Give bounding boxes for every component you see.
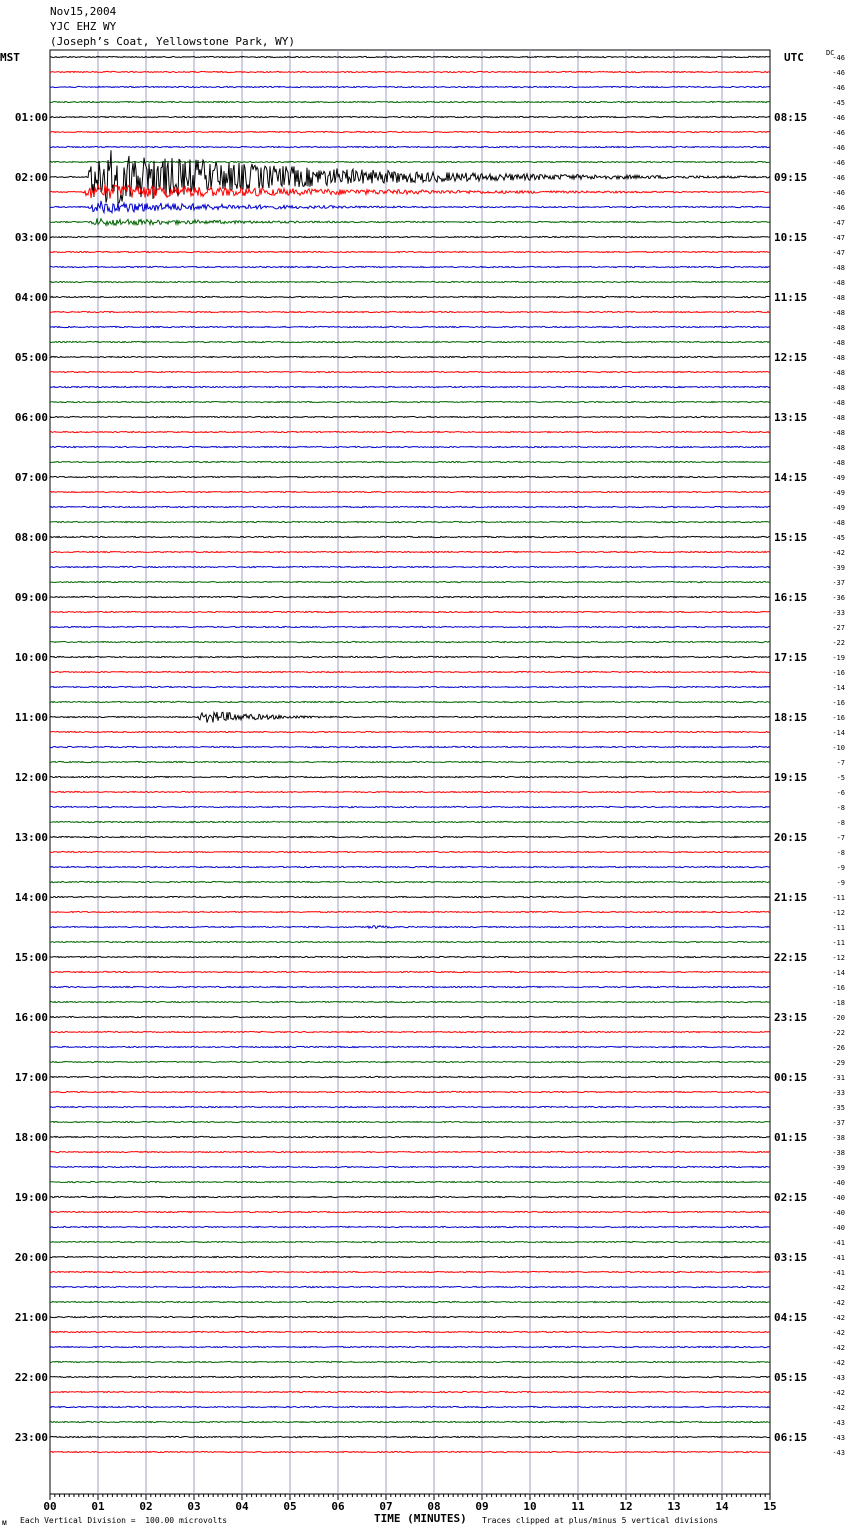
x-tick-label: 10 (523, 1500, 537, 1513)
trace-line (50, 1451, 770, 1452)
dc-offset-value: -11 (832, 939, 845, 947)
trace-line (50, 1061, 770, 1062)
dc-offset-value: -42 (832, 549, 845, 557)
utc-hour-label: 13:15 (774, 411, 808, 424)
mst-hour-label: 06:00 (14, 411, 48, 424)
dc-offset-value: -5 (836, 774, 845, 782)
trace-line (50, 566, 770, 567)
trace-line (50, 1391, 770, 1392)
trace-line (50, 1016, 770, 1017)
utc-hour-label: 02:15 (774, 1191, 808, 1204)
utc-hour-label: 05:15 (774, 1371, 808, 1384)
x-tick-label: 11 (571, 1500, 585, 1513)
location-label: (Joseph’s Coat, Yellowstone Park, WY) (50, 35, 296, 48)
utc-hour-label: 19:15 (774, 771, 808, 784)
trace-line (50, 1091, 770, 1092)
trace-line (50, 401, 770, 402)
trace-line (50, 1346, 770, 1347)
scale-text: Each Vertical Division = 100.00 microvolts (20, 1516, 228, 1525)
trace-line (50, 218, 770, 225)
trace-line (50, 201, 770, 213)
dc-offset-value: -7 (836, 759, 845, 767)
trace-line (50, 551, 770, 552)
dc-offset-value: -46 (832, 54, 845, 62)
dc-offset-value: -40 (832, 1224, 845, 1232)
trace-line (50, 1031, 770, 1032)
trace-line (50, 101, 770, 102)
utc-hour-label: 22:15 (774, 951, 808, 964)
trace-line (50, 761, 770, 762)
mst-hour-label: 20:00 (14, 1251, 48, 1264)
trace-line (50, 1361, 770, 1362)
dc-offset-value: -42 (832, 1389, 845, 1397)
trace-line (50, 1301, 770, 1302)
trace-line (50, 491, 770, 492)
mst-hour-label: 23:00 (14, 1431, 48, 1444)
mst-hour-label: 04:00 (14, 291, 48, 304)
dc-offset-value: -48 (832, 309, 845, 317)
dc-offset-value: -26 (832, 1044, 845, 1052)
trace-line (50, 746, 770, 747)
station-label: YJC EHZ WY (50, 20, 117, 33)
trace-line (50, 521, 770, 522)
utc-hour-label: 08:15 (774, 111, 808, 124)
utc-hour-label: 21:15 (774, 891, 808, 904)
dc-offset-value: -46 (832, 159, 845, 167)
dc-offset-value: -48 (832, 354, 845, 362)
mst-hour-label: 16:00 (14, 1011, 48, 1024)
trace-line (50, 386, 770, 387)
utc-hour-label: 15:15 (774, 531, 808, 544)
trace-line (50, 311, 770, 312)
dc-offset-value: -48 (832, 279, 845, 287)
dc-offset-value: -39 (832, 564, 845, 572)
trace-line (50, 986, 770, 987)
dc-offset-value: -46 (832, 189, 845, 197)
utc-hour-label: 14:15 (774, 471, 808, 484)
dc-offset-value: -33 (832, 609, 845, 617)
dc-offset-value: -49 (832, 504, 845, 512)
trace-line (50, 956, 770, 957)
trace-line (50, 701, 770, 702)
dc-offset-value: -27 (832, 624, 845, 632)
dc-offset-value: -43 (832, 1419, 845, 1427)
trace-line (50, 1226, 770, 1227)
mst-hour-label: 14:00 (14, 891, 48, 904)
date-label: Nov15,2004 (50, 5, 117, 18)
dc-offset-value: -45 (832, 99, 845, 107)
mst-hour-label: 22:00 (14, 1371, 48, 1384)
seismic-traces (50, 56, 770, 1452)
dc-offset-value: -48 (832, 324, 845, 332)
mst-hour-label: 15:00 (14, 951, 48, 964)
dc-offset-value: -16 (832, 714, 845, 722)
dc-offset-value: -46 (832, 129, 845, 137)
dc-offset-value: -48 (832, 444, 845, 452)
dc-offset-value: -40 (832, 1209, 845, 1217)
dc-offset-value: -39 (832, 1164, 845, 1172)
dc-offset-value: -8 (836, 804, 845, 812)
dc-offset-value: -43 (832, 1449, 845, 1457)
trace-line (50, 146, 770, 147)
trace-line (50, 356, 770, 357)
dc-offset-value: -42 (832, 1284, 845, 1292)
trace-line (50, 821, 770, 822)
dc-offset-value: -49 (832, 489, 845, 497)
mst-label: MST (0, 51, 20, 64)
dc-offset-value: -6 (836, 789, 845, 797)
utc-hour-label: 03:15 (774, 1251, 808, 1264)
trace-line (50, 1436, 770, 1437)
dc-offset-value: -43 (832, 1374, 845, 1382)
trace-line (50, 671, 770, 672)
dc-offset-value: -14 (832, 684, 845, 692)
x-tick-label: 13 (667, 1500, 681, 1513)
trace-line (50, 1211, 770, 1212)
utc-label: UTC (784, 51, 804, 64)
x-tick-label: 01 (91, 1500, 105, 1513)
x-tick-label: 08 (427, 1500, 441, 1513)
dc-offset-value: -46 (832, 69, 845, 77)
dc-offset-value: -8 (836, 849, 845, 857)
mst-hour-label: 05:00 (14, 351, 48, 364)
dc-offset-value: -22 (832, 639, 845, 647)
trace-line (50, 776, 770, 777)
trace-line (50, 116, 770, 117)
trace-line (50, 1076, 770, 1077)
trace-line (50, 1316, 770, 1317)
x-tick-label: 03 (187, 1500, 201, 1513)
utc-hour-label: 23:15 (774, 1011, 808, 1024)
mst-hour-label: 11:00 (14, 711, 48, 724)
trace-line (50, 251, 770, 252)
x-axis-ticks (43, 1494, 776, 1513)
utc-hour-label: 17:15 (774, 651, 808, 664)
dc-offset-value: -42 (832, 1299, 845, 1307)
x-axis-title: TIME (MINUTES) (374, 1512, 467, 1525)
trace-line (50, 1286, 770, 1287)
mst-hour-label: 18:00 (14, 1131, 48, 1144)
dc-offset-value: -42 (832, 1404, 845, 1412)
trace-line (50, 1166, 770, 1167)
x-tick-label: 04 (235, 1500, 249, 1513)
trace-line (50, 236, 770, 237)
trace-line (50, 971, 770, 972)
trace-line (50, 712, 770, 723)
dc-offset-value: -48 (832, 519, 845, 527)
scale-mark: ᴍ (2, 1518, 7, 1527)
dc-offset-value: -48 (832, 429, 845, 437)
mst-hour-label: 07:00 (14, 471, 48, 484)
dc-offset-value: -42 (832, 1329, 845, 1337)
trace-line (50, 461, 770, 462)
utc-hour-label: 06:15 (774, 1431, 808, 1444)
mst-hour-label: 01:00 (14, 111, 48, 124)
dc-offset-value: -43 (832, 1434, 845, 1442)
dc-offset-labels (832, 54, 845, 1457)
dc-offset-value: -47 (832, 234, 845, 242)
trace-line (50, 1151, 770, 1152)
x-tick-label: 09 (475, 1500, 489, 1513)
dc-offset-value: -10 (832, 744, 845, 752)
trace-line (50, 431, 770, 432)
trace-line (50, 851, 770, 852)
dc-offset-value: -41 (832, 1239, 845, 1247)
dc-offset-value: -48 (832, 264, 845, 272)
utc-hour-label: 11:15 (774, 291, 808, 304)
mst-hour-label: 02:00 (14, 171, 48, 184)
trace-line (50, 341, 770, 342)
dc-offset-value: -37 (832, 579, 845, 587)
dc-offset-value: -20 (832, 1014, 845, 1022)
trace-line (50, 1376, 770, 1377)
trace-line (50, 656, 770, 657)
dc-offset-value: -45 (832, 534, 845, 542)
utc-hour-label: 09:15 (774, 171, 808, 184)
dc-offset-value: -46 (832, 114, 845, 122)
trace-line (50, 1121, 770, 1122)
dc-offset-value: -7 (836, 834, 845, 842)
dc-offset-value: -19 (832, 654, 845, 662)
mst-hour-label: 21:00 (14, 1311, 48, 1324)
x-tick-label: 15 (763, 1500, 777, 1513)
dc-offset-value: -48 (832, 294, 845, 302)
utc-hour-label: 00:15 (774, 1071, 808, 1084)
trace-line (50, 150, 770, 203)
trace-line (50, 1046, 770, 1047)
mst-hour-label: 08:00 (14, 531, 48, 544)
dc-offset-value: -41 (832, 1254, 845, 1262)
trace-line (50, 1181, 770, 1182)
trace-line (50, 1001, 770, 1002)
trace-line (50, 881, 770, 882)
dc-offset-value: -46 (832, 174, 845, 182)
trace-line (50, 1136, 770, 1137)
dc-offset-value: -48 (832, 339, 845, 347)
dc-offset-value: -31 (832, 1074, 845, 1082)
trace-line (50, 731, 770, 732)
dc-offset-value: -42 (832, 1359, 845, 1367)
trace-line (50, 626, 770, 627)
dc-offset-value: -12 (832, 909, 845, 917)
dc-offset-value: -48 (832, 399, 845, 407)
dc-offset-value: -46 (832, 84, 845, 92)
trace-line (50, 266, 770, 267)
dc-offset-value: -40 (832, 1179, 845, 1187)
trace-line (50, 896, 770, 897)
trace-line (50, 86, 770, 87)
trace-line (50, 476, 770, 477)
dc-offset-value: -14 (832, 969, 845, 977)
utc-hour-label: 10:15 (774, 231, 808, 244)
dc-offset-value: -40 (832, 1194, 845, 1202)
trace-line (50, 641, 770, 642)
dc-offset-value: -38 (832, 1134, 845, 1142)
mst-hour-label: 19:00 (14, 1191, 48, 1204)
trace-line (50, 536, 770, 537)
utc-hour-label: 12:15 (774, 351, 808, 364)
trace-line (50, 1421, 770, 1422)
x-tick-label: 05 (283, 1500, 297, 1513)
dc-offset-value: -12 (832, 954, 845, 962)
dc-offset-value: -47 (832, 249, 845, 257)
trace-line (50, 326, 770, 327)
trace-line (50, 611, 770, 612)
trace-line (50, 281, 770, 282)
dc-offset-value: -22 (832, 1029, 845, 1037)
trace-line (50, 56, 770, 57)
trace-line (50, 184, 770, 198)
clip-text: Traces clipped at plus/minus 5 vertical divisions (482, 1516, 719, 1525)
mst-hour-label: 13:00 (14, 831, 48, 844)
dc-offset-value: -33 (832, 1089, 845, 1097)
dc-offset-value: -36 (832, 594, 845, 602)
mst-hour-label: 17:00 (14, 1071, 48, 1084)
dc-offset-value: -18 (832, 999, 845, 1007)
trace-line (50, 686, 770, 687)
trace-line (50, 1271, 770, 1272)
utc-hour-label: 20:15 (774, 831, 808, 844)
utc-hour-label: 18:15 (774, 711, 808, 724)
trace-line (50, 1196, 770, 1197)
dc-offset-value: -29 (832, 1059, 845, 1067)
dc-offset-value: -49 (832, 474, 845, 482)
trace-line (50, 371, 770, 372)
dc-offset-value: -11 (832, 894, 845, 902)
dc-offset-value: -16 (832, 669, 845, 677)
trace-line (50, 791, 770, 792)
trace-line (50, 161, 770, 162)
dc-offset-value: -48 (832, 459, 845, 467)
trace-line (50, 416, 770, 417)
dc-offset-value: -9 (836, 879, 845, 887)
trace-line (50, 911, 770, 912)
trace-line (50, 506, 770, 507)
trace-line (50, 446, 770, 447)
trace-line (50, 1331, 770, 1332)
trace-line (50, 1256, 770, 1257)
trace-line (50, 1241, 770, 1242)
trace-line (50, 581, 770, 582)
x-tick-label: 00 (43, 1500, 57, 1513)
dc-offset-value: -8 (836, 819, 845, 827)
dc-offset-value: -38 (832, 1149, 845, 1157)
x-tick-label: 06 (331, 1500, 345, 1513)
trace-line (50, 296, 770, 297)
dc-offset-value: -48 (832, 384, 845, 392)
x-tick-label: 07 (379, 1500, 393, 1513)
dc-offset-value: -37 (832, 1119, 845, 1127)
dc-offset-value: -14 (832, 729, 845, 737)
x-tick-label: 14 (715, 1500, 729, 1513)
trace-line (50, 941, 770, 942)
trace-line (50, 596, 770, 597)
trace-line (50, 71, 770, 72)
dc-offset-value: -16 (832, 984, 845, 992)
trace-line (50, 806, 770, 807)
x-tick-label: 02 (139, 1500, 153, 1513)
trace-line (50, 866, 770, 867)
dc-offset-value: -47 (832, 219, 845, 227)
mst-hour-label: 12:00 (14, 771, 48, 784)
dc-offset-value: -46 (832, 144, 845, 152)
dc-offset-value: -42 (832, 1344, 845, 1352)
utc-hour-label: 04:15 (774, 1311, 808, 1324)
dc-offset-value: -48 (832, 369, 845, 377)
trace-line (50, 131, 770, 132)
dc-offset-value: -46 (832, 204, 845, 212)
mst-hour-label: 10:00 (14, 651, 48, 664)
dc-label: DC (826, 49, 835, 57)
utc-hour-label: 01:15 (774, 1131, 808, 1144)
trace-line (50, 1406, 770, 1407)
dc-offset-value: -35 (832, 1104, 845, 1112)
dc-offset-value: -41 (832, 1269, 845, 1277)
utc-hour-label: 16:15 (774, 591, 808, 604)
dc-offset-value: -48 (832, 414, 845, 422)
trace-line (50, 836, 770, 837)
dc-offset-value: -16 (832, 699, 845, 707)
dc-offset-value: -42 (832, 1314, 845, 1322)
mst-hour-label: 09:00 (14, 591, 48, 604)
trace-line (50, 926, 770, 929)
dc-offset-value: -9 (836, 864, 845, 872)
trace-line (50, 1106, 770, 1107)
x-tick-label: 12 (619, 1500, 633, 1513)
mst-hour-label: 03:00 (14, 231, 48, 244)
dc-offset-value: -11 (832, 924, 845, 932)
